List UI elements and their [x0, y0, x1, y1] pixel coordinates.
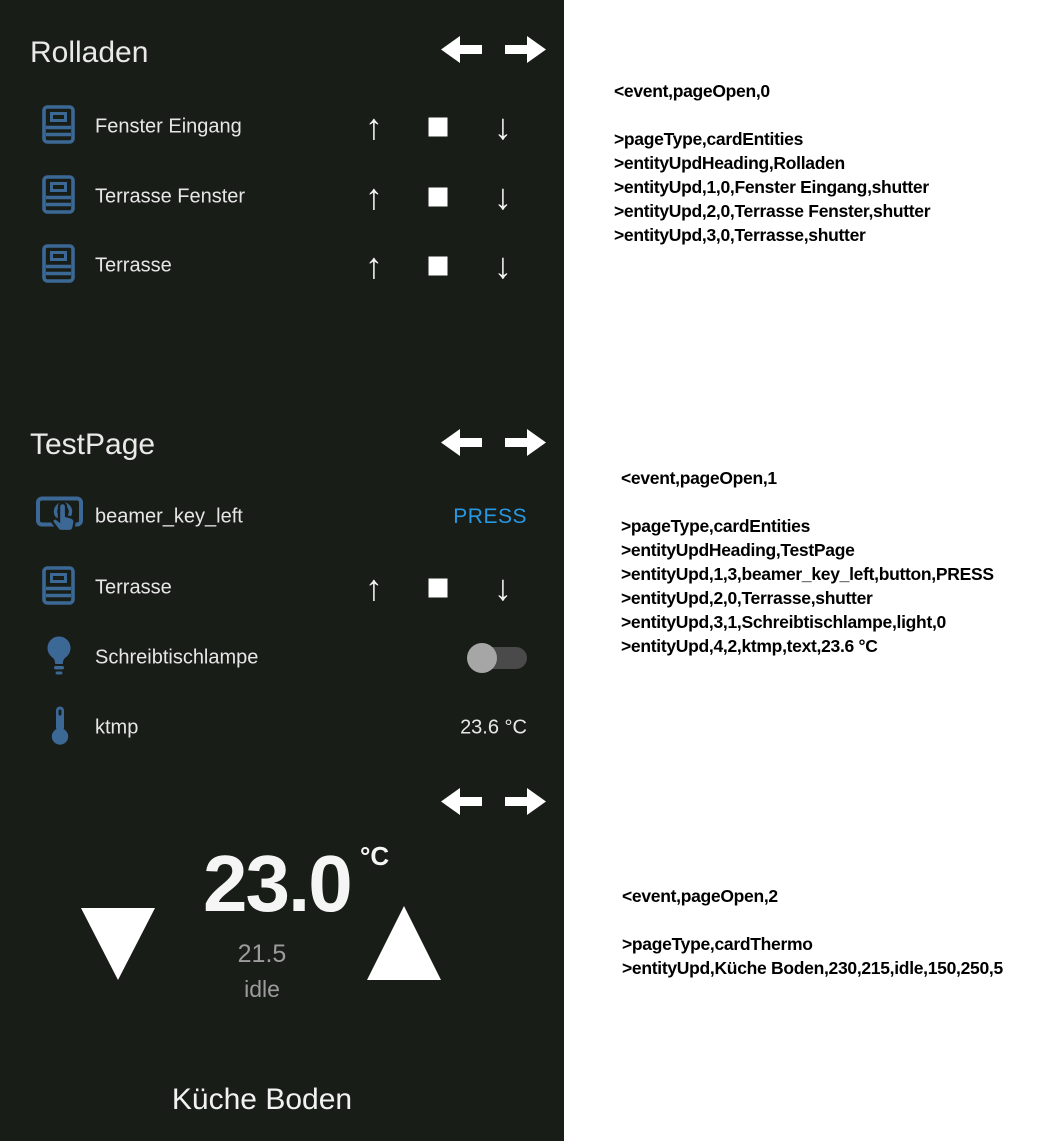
- entity-label: Fenster Eingang: [95, 115, 242, 138]
- shutter-down-button[interactable]: ↓: [494, 176, 512, 217]
- log-line: <event,pageOpen,0: [614, 81, 770, 101]
- nav-next-button[interactable]: [505, 426, 546, 459]
- entity-row: [0, 693, 564, 763]
- entity-label: Terrasse: [95, 254, 172, 277]
- stop-icon: [429, 118, 448, 137]
- log-line: <event,pageOpen,1: [621, 468, 777, 488]
- log-line: [622, 908, 1003, 932]
- entity-label: Terrasse: [95, 576, 172, 599]
- shutter-down-button[interactable]: ↓: [494, 567, 512, 608]
- nav-prev-button[interactable]: [441, 785, 482, 818]
- page-title: Rolladen: [30, 36, 149, 69]
- arrow-right-icon: [505, 785, 546, 818]
- press-button[interactable]: PRESS: [453, 505, 527, 528]
- arrow-left-icon: [441, 33, 482, 66]
- stop-icon: [429, 257, 448, 276]
- setpoint-up-button[interactable]: [367, 906, 441, 985]
- setpoint-down-button[interactable]: [81, 908, 155, 985]
- light-toggle[interactable]: [468, 647, 527, 669]
- log-line: >entityUpd,2,0,Terrasse,shutter: [621, 588, 873, 608]
- page-nav: [441, 33, 551, 67]
- entity-label: ktmp: [95, 716, 139, 739]
- arrow-right-icon: [505, 33, 546, 66]
- entity-row: [0, 623, 564, 693]
- log-line: >pageType,cardThermo: [622, 934, 813, 954]
- temperature-unit: °C: [360, 841, 390, 871]
- triangle-down-icon: [81, 908, 155, 980]
- log-line: >entityUpd,Küche Boden,230,215,idle,150,250,5: [622, 958, 1003, 978]
- stop-icon: [429, 579, 448, 598]
- lightbulb-icon: [44, 635, 74, 682]
- arrow-right-icon: [505, 426, 546, 459]
- entity-row: [0, 162, 564, 232]
- current-temperature: 23.0: [203, 839, 351, 928]
- page-nav: [441, 785, 551, 819]
- stop-icon: [429, 188, 448, 207]
- nav-next-button[interactable]: [505, 785, 546, 818]
- log-line: >entityUpd,3,1,Schreibtischlampe,light,0: [621, 612, 946, 632]
- entity-label: Terrasse Fenster: [95, 185, 246, 208]
- arrow-left-icon: [441, 426, 482, 459]
- shutter-down-button[interactable]: ↓: [494, 106, 512, 147]
- page-nav: [441, 426, 551, 460]
- entity-row: [0, 482, 564, 552]
- thermostat-title: Küche Boden: [171, 1083, 353, 1116]
- log-line: >entityUpd,1,0,Fenster Eingang,shutter: [614, 177, 929, 197]
- shutter-up-button[interactable]: ↑: [365, 567, 383, 608]
- page-title: TestPage: [30, 428, 156, 461]
- log-block-page2: [622, 884, 1003, 980]
- log-line: >entityUpdHeading,Rolladen: [614, 153, 845, 173]
- shutter-up-button[interactable]: ↑: [365, 176, 383, 217]
- entity-row: [0, 553, 564, 623]
- log-line: >pageType,cardEntities: [614, 129, 804, 149]
- arrow-left-icon: [441, 785, 482, 818]
- log-line: <event,pageOpen,2: [622, 886, 778, 906]
- nav-next-button[interactable]: [505, 33, 546, 66]
- log-line: >entityUpd,1,3,beamer_key_left,button,PRESS: [621, 564, 994, 584]
- entity-row: [0, 92, 564, 162]
- entity-label: beamer_key_left: [95, 505, 243, 528]
- setpoint-value: 21.5: [237, 940, 287, 968]
- log-line: [621, 490, 994, 514]
- log-block-page1: [621, 466, 994, 658]
- log-line: >entityUpd,3,0,Terrasse,shutter: [614, 225, 866, 245]
- log-line: >entityUpd,2,0,Terrasse Fenster,shutter: [614, 201, 931, 221]
- sensor-value: 23.6 °C: [460, 716, 527, 739]
- shutter-down-button[interactable]: ↓: [494, 245, 512, 286]
- entity-label: Schreibtischlampe: [95, 646, 259, 669]
- shutter-icon: [42, 105, 75, 149]
- shutter-up-button[interactable]: ↑: [365, 245, 383, 286]
- shutter-icon: [42, 566, 75, 610]
- thermometer-icon: [50, 705, 70, 752]
- thermostat-status: idle: [244, 976, 280, 1002]
- log-line: [614, 103, 930, 127]
- shutter-stop-button[interactable]: [429, 257, 448, 276]
- triangle-up-icon: [367, 906, 441, 980]
- shutter-stop-button[interactable]: [429, 579, 448, 598]
- nav-prev-button[interactable]: [441, 426, 482, 459]
- entity-row: [0, 231, 564, 301]
- log-block-page0: [614, 79, 930, 247]
- shutter-icon: [42, 175, 75, 219]
- log-line: >entityUpdHeading,TestPage: [621, 540, 855, 560]
- nav-prev-button[interactable]: [441, 33, 482, 66]
- tap-button-icon: [36, 494, 84, 541]
- log-line: >pageType,cardEntities: [621, 516, 811, 536]
- shutter-icon: [42, 244, 75, 288]
- shutter-up-button[interactable]: ↑: [365, 106, 383, 147]
- toggle-knob: [467, 643, 497, 673]
- shutter-stop-button[interactable]: [429, 118, 448, 137]
- shutter-stop-button[interactable]: [429, 188, 448, 207]
- log-line: >entityUpd,4,2,ktmp,text,23.6 °C: [621, 636, 878, 656]
